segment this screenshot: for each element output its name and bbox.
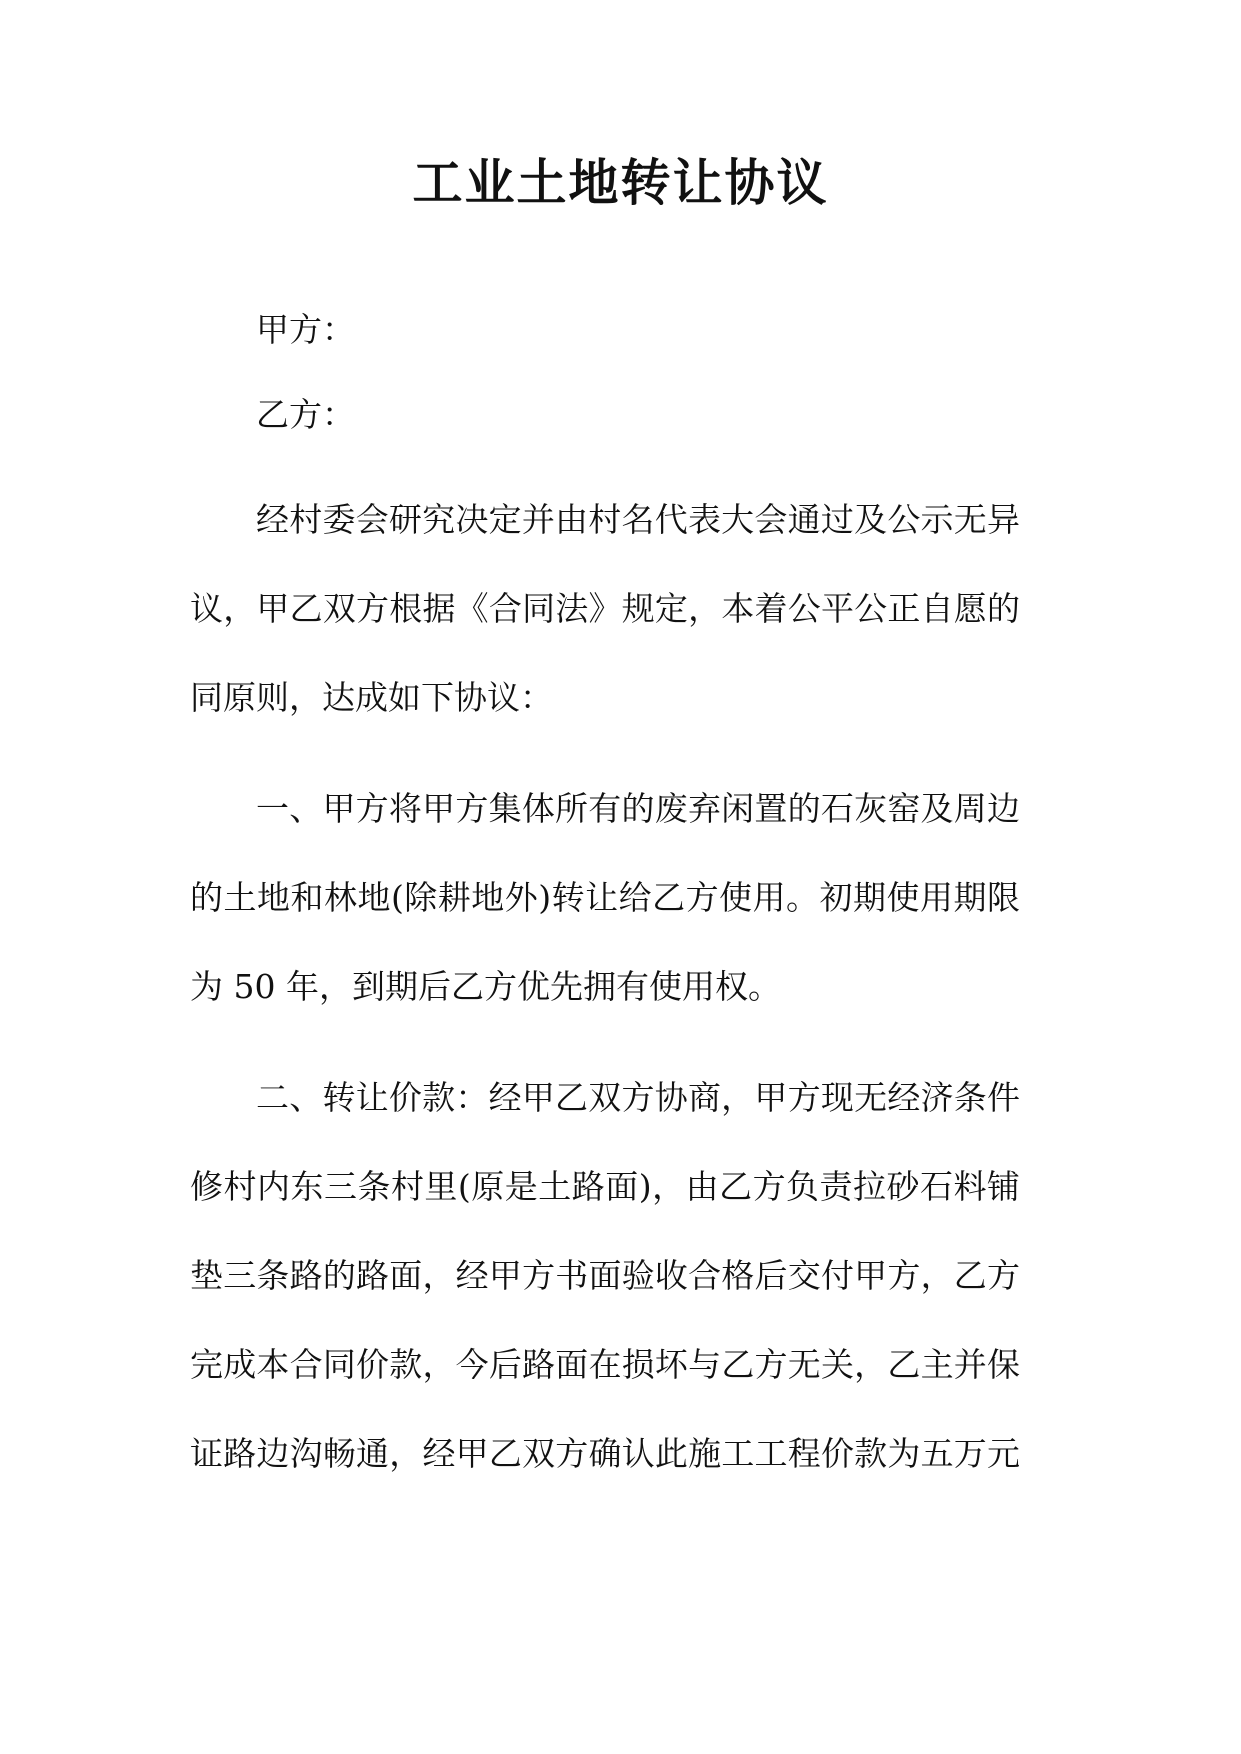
preamble-line-3: 同原则，达成如下协议：: [190, 678, 553, 717]
party-b-line: 乙方：: [256, 395, 355, 434]
clause-2-line-4: 完成本合同价款，今后路面在损坏与乙方无关，乙主并保: [190, 1345, 1020, 1384]
preamble-line-1: 经村委会研究决定并由村名代表大会通过及公示无异: [256, 500, 1020, 539]
clause-1-line-2: 的土地和林地(除耕地外)转让给乙方使用。初期使用期限: [190, 878, 1020, 917]
clause-2-line-2: 修村内东三条村里(原是土路面)，由乙方负责拉砂石料铺: [190, 1167, 1020, 1206]
document-title: 工业土地转让协议: [412, 153, 829, 212]
party-a-line: 甲方：: [256, 310, 355, 349]
preamble-line-2: 议，甲乙双方根据《合同法》规定，本着公平公正自愿的: [190, 589, 1020, 628]
clause-2-line-3: 垫三条路的路面，经甲方书面验收合格后交付甲方，乙方: [190, 1256, 1020, 1295]
clause-2-line-5: 证路边沟畅通，经甲乙双方确认此施工工程价款为五万元: [190, 1434, 1020, 1473]
clause-1-line-3: 为 50 年，到期后乙方优先拥有使用权。: [190, 967, 781, 1006]
clause-1-line-1: 一、甲方将甲方集体所有的废弃闲置的石灰窑及周边: [256, 789, 1020, 828]
clause-2-line-1: 二、转让价款：经甲乙双方协商，甲方现无经济条件: [256, 1078, 1020, 1117]
